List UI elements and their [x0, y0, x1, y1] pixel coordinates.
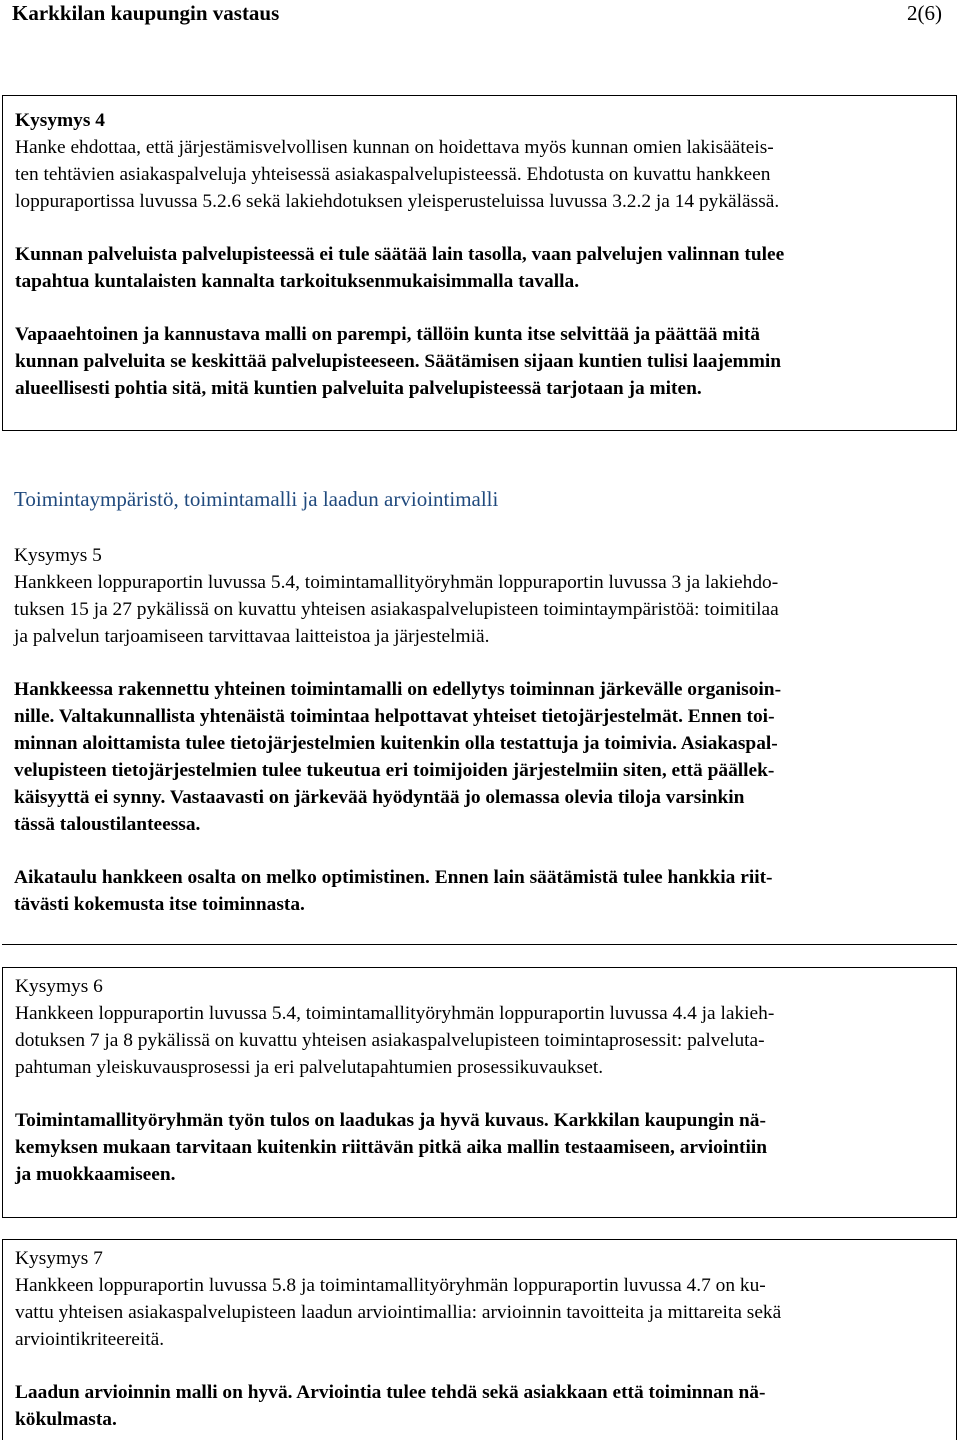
answer-5b-line-2: tävästi kokemusta itse toiminnasta. — [14, 894, 305, 915]
question-7-line-1: Hankkeen loppuraportin luvussa 5.8 ja toimintamallityöryhmän loppuraportin luvussa 4.7 on ku- — [15, 1275, 766, 1296]
answer-4a-line-1: Kunnan palveluista palvelupisteessä ei tule säätää lain tasolla, vaan palvelujen valinnan tulee — [15, 244, 785, 265]
question-5-label: Kysymys 5 — [14, 545, 102, 566]
question-6-box — [2, 967, 957, 1218]
answer-4b-line-2: kunnan palveluita se keskittää palvelupisteeseen. Säätämisen sijaan kuntien tulisi laajemmin — [15, 351, 782, 372]
section-title: Toimintaympäristö, toimintamalli ja laadun arviointimalli — [14, 487, 499, 511]
answer-7-line-2: kökulmasta. — [15, 1409, 117, 1430]
page-header — [12, 0, 942, 26]
section-environment — [14, 484, 949, 918]
question-4-line-1: Hanke ehdottaa, että järjestämisvelvollisen kunnan on hoidettava myös kunnan omien lakisääteis- — [15, 137, 774, 158]
answer-5a-line-3: minnan aloittamista tulee tietojärjestelmien kuitenkin olla testattuja ja toimivia. Asiakaspal- — [14, 733, 778, 754]
question-7-line-3: arviointikriteereitä. — [15, 1329, 165, 1350]
document-title: Karkkilan kaupungin vastaus — [12, 1, 280, 25]
question-5-line-2: tuksen 15 ja 27 pykälissä on kuvattu yhteisen asiakaspalvelupisteen toimintaympäristöä: toimitilaa — [14, 599, 779, 620]
answer-7-line-1: Laadun arvioinnin malli on hyvä. Arviointia tulee tehdä sekä asiakkaan että toiminnan nä- — [15, 1382, 766, 1403]
answer-4b-line-3: alueellisesti pohtia sitä, mitä kuntien palveluita palvelupisteessä tarjotaan ja miten. — [15, 378, 702, 399]
answer-5a-line-2: nille. Valtakunnallista yhtenäistä toimintaa helpottavat yhteiset tietojärjestelmät. Ennen toi- — [14, 706, 775, 727]
answer-6-line-3: ja muokkaamiseen. — [15, 1164, 176, 1185]
answer-5a-line-1: Hankkeessa rakennettu yhteinen toimintamalli on edellytys toiminnan järkevälle organisoin- — [14, 679, 782, 700]
question-5-line-3: ja palvelun tarjoamiseen tarvittavaa laitteistoa ja järjestelmiä. — [14, 626, 490, 647]
page-number: 2(6) — [907, 1, 942, 25]
section-divider — [2, 944, 957, 945]
answer-4a-line-2: tapahtua kuntalaisten kannalta tarkoituksenmukaisimmalla tavalla. — [15, 271, 580, 292]
question-7-box — [2, 1239, 957, 1440]
question-7-label: Kysymys 7 — [15, 1248, 103, 1269]
answer-4b-line-1: Vapaaehtoinen ja kannustava malli on parempi, tällöin kunta itse selvittää ja päättää mitä — [15, 324, 760, 345]
answer-5a-line-5: käisyyttä ei synny. Vastaavasti on järkevää hyödyntää jo olemassa olevia tiloja varsinkin — [14, 787, 745, 808]
question-5-line-1: Hankkeen loppuraportin luvussa 5.4, toimintamallityöryhmän loppuraportin luvussa 3 ja lakiehdo- — [14, 572, 779, 593]
answer-5a-line-4: velupisteen tietojärjestelmien tulee tukeutua eri toimijoiden järjestelmiin siten, että päällek- — [14, 760, 775, 781]
question-4-label: Kysymys 4 — [15, 110, 105, 131]
answer-5b-line-1: Aikataulu hankkeen osalta on melko optimistinen. Ennen lain säätämistä tulee hankkia riit- — [14, 867, 773, 888]
question-6-line-1: Hankkeen loppuraportin luvussa 5.4, toimintamallityöryhmän loppuraportin luvussa 4.4 ja lakieh- — [15, 1003, 775, 1024]
answer-6-line-1: Toimintamallityöryhmän työn tulos on laadukas ja hyvä kuvaus. Karkkilan kaupungin nä- — [15, 1110, 766, 1131]
question-4-box — [2, 95, 957, 431]
answer-5a-line-6: tässä taloustilanteessa. — [14, 814, 201, 835]
question-4-line-3: loppuraportissa luvussa 5.2.6 sekä lakiehdotuksen yleisperusteluissa luvussa 3.2.2 ja 14 pykälässä. — [15, 191, 780, 212]
question-7-line-2: vattu yhteisen asiakaspalvelupisteen laadun arviointimallia: arvioinnin tavoitteita ja mittareita sekä — [15, 1302, 782, 1323]
question-4-line-2: ten tehtävien asiakaspalveluja yhteisessä asiakaspalvelupisteessä. Ehdotusta on kuvattu hankkeen — [15, 164, 771, 185]
answer-6-line-2: kemyksen mukaan tarvitaan kuitenkin riittävän pitkä aika mallin testaamiseen, arviointiin — [15, 1137, 768, 1158]
question-6-label: Kysymys 6 — [15, 976, 103, 997]
question-6-line-3: pahtuman yleiskuvausprosessi ja eri palvelutapahtumien prosessikuvaukset. — [15, 1057, 604, 1078]
question-6-line-2: dotuksen 7 ja 8 pykälissä on kuvattu yhteisen asiakaspalvelupisteen toimintaprosessit: palveluta- — [15, 1030, 765, 1051]
